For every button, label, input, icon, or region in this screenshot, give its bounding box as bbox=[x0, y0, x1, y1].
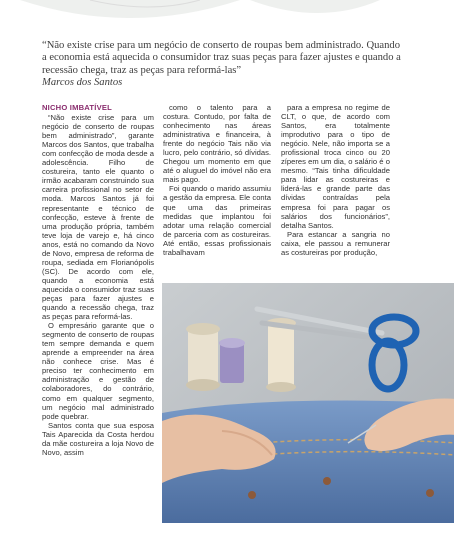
pull-quote bbox=[42, 40, 402, 90]
paragraph: Para estancar a sangria no caixa, ele passou a remunerar as costureiras por produção, bbox=[281, 229, 390, 257]
paragraph: O empresário garante que o segmento de conserto de roupas tem sempre demanda e quem aprende a empreender na área não conhece crise. Mas é preciso ter conhecimento em administração e gestão de colaboradores, do contrário, como em qualquer segmento, um negócio mal administrado pode quebrar. bbox=[42, 321, 154, 421]
sewing-illustration bbox=[162, 283, 454, 523]
rivet-icon bbox=[426, 489, 434, 497]
thread-spool-icon bbox=[219, 338, 245, 383]
thread-spool-icon bbox=[186, 323, 220, 391]
paragraph: Foi quando o marido assumiu a gestão da empresa. Ele conta que uma das primeiras medidas que implantou foi adotar uma relação comercial de parceria com as costureiras. Até então, essas profissionais trabalhavam bbox=[163, 184, 271, 257]
paragraph: Santos conta que sua esposa Tais Aparecida da Costa herdou da mãe costureira a loja Novo de Novo, assim bbox=[42, 420, 154, 457]
sewing-photo bbox=[162, 283, 454, 523]
pull-quote-author: Marcos dos Santos bbox=[42, 77, 123, 89]
rivet-icon bbox=[323, 477, 331, 485]
decorative-header-arcs bbox=[0, 0, 454, 24]
article-column-2 bbox=[163, 103, 271, 257]
rivet-icon bbox=[248, 491, 256, 499]
section-heading: NICHO IMBATÍVEL bbox=[42, 103, 112, 112]
paragraph: “Não existe crise para um negócio de conserto de roupas bem administrado”, garante Marcos dos Santos, que trabalha com confecção de moda desde a adolescência. Filho de costureira, tanto ele quanto o irmão acabaram construindo sua carreira profissional no setor de moda. Marcos Santos já foi representante e técnico de confecção, esteve à frente de uma produção própria, também teve loja de varejo e, há cinco anos, está no comando da Novo de Novo, empresa de reforma de roupa, sediada em Florianópolis (SC). De acordo com ele, quando a economia está aquecida o consumidor traz suas peças para fazer ajustes e quando a recessão chega, traz as peças para reformá-las. bbox=[42, 113, 154, 322]
article-column-1 bbox=[42, 103, 154, 457]
pull-quote-text: “Não existe crise para um negócio de conserto de roupas bem administrado. Quando a economia está aquecida o consumidor traz suas peças para fazer ajustes e quando a recessão chega, traz as peças para reformá-las” bbox=[42, 40, 401, 76]
paragraph: como o talento para a costura. Contudo, por falta de conhecimento nas áreas administrativa e financeira, à frente do negócio Tais não via lucro, pelo contrário, só dívidas. Chegou um momento em que até o aluguel do imóvel não era mais pago. bbox=[163, 103, 271, 185]
paragraph: para a empresa no regime de CLT, o que, de acordo com Santos, era totalmente improdutivo para o tipo de negócio. Nele, não importa se a profissional troca cinco ou 20 zíperes em um dia, o salário é o mesmo. “Tais tinha dificuldade para lidar as costureiras e liderá-las e grande parte das dívidas contraídas pela empresa foi para pagar os salários dos funcionários”, detalha Santos. bbox=[281, 103, 390, 230]
article-column-3 bbox=[281, 103, 390, 257]
